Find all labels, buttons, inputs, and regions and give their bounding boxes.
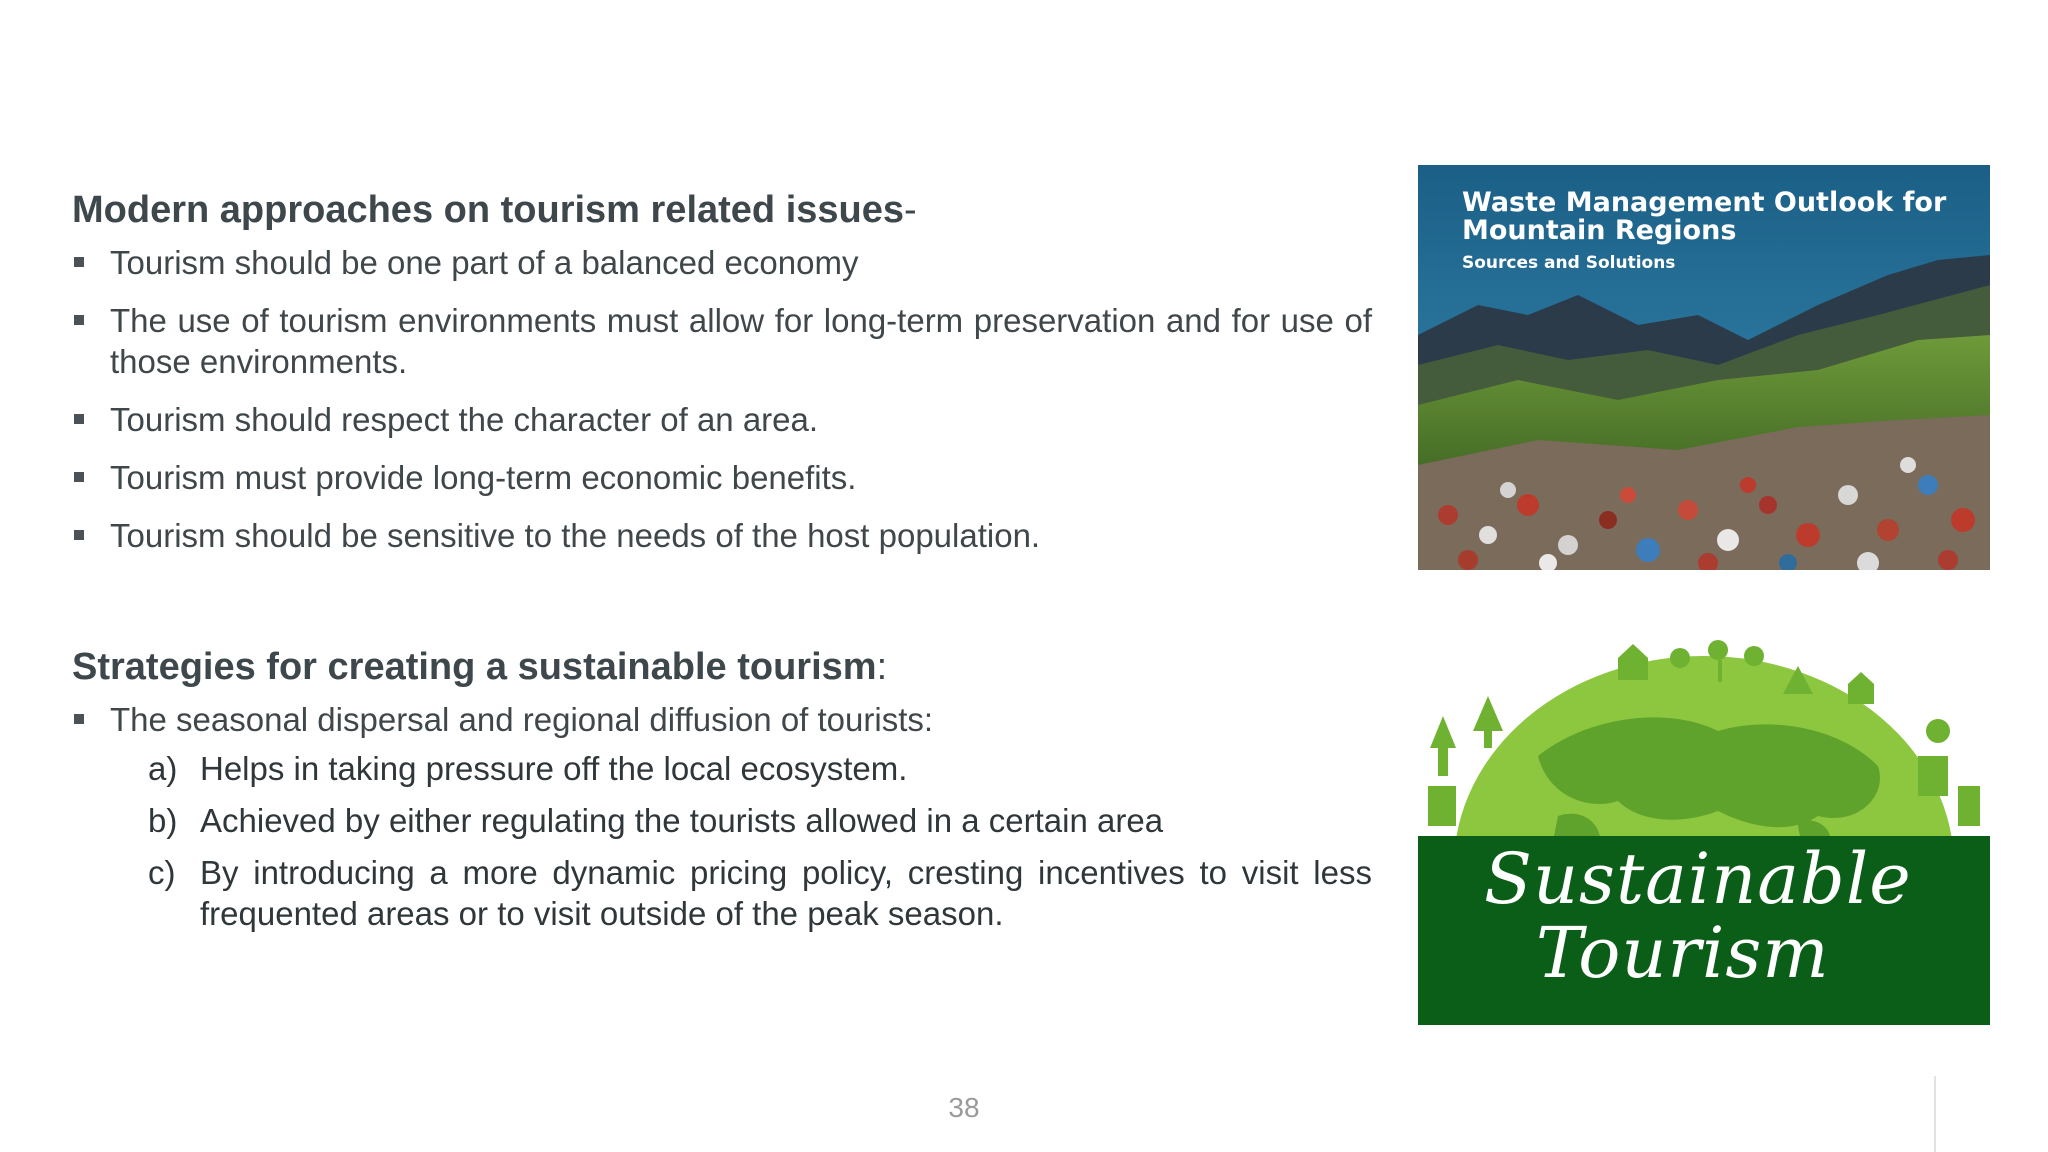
- section-modern-approaches: [72, 186, 1372, 573]
- bullet-marker-icon: [74, 714, 84, 724]
- sub-list-letter: b): [148, 802, 178, 839]
- sub-list-item: [148, 748, 1372, 789]
- cover-title: Waste Management Outlook for Mountain Regions: [1462, 187, 1947, 246]
- heading-text: Modern approaches on tourism related issues: [72, 189, 904, 231]
- list-item-text: Tourism must provide long-term economic benefits.: [110, 459, 857, 496]
- list-item: [72, 457, 1372, 498]
- bullet-marker-icon: [74, 414, 84, 424]
- heading-suffix: -: [904, 189, 917, 231]
- sub-list-item: [148, 852, 1372, 934]
- bullet-marker-icon: [74, 530, 84, 540]
- heading-suffix: :: [876, 646, 888, 688]
- section-strategies: [72, 643, 1372, 945]
- sub-list-letter: a): [148, 750, 178, 787]
- sub-list-item: [148, 800, 1372, 841]
- waste-management-cover-image: [1418, 165, 1990, 570]
- section-heading: [72, 643, 1372, 691]
- page-number: 38: [948, 1092, 980, 1123]
- corner-divider: [1934, 1076, 1936, 1152]
- sub-list-text: Achieved by either regulating the tourists allowed in a certain area: [200, 802, 1164, 839]
- bullet-list: [72, 242, 1372, 556]
- bullet-list: [72, 699, 1372, 740]
- list-item-text: The use of tourism environments must allow for long-term preservation and for use of those environments.: [110, 302, 1372, 380]
- tourism-word: Tourism: [1536, 912, 1830, 994]
- section-heading: [72, 186, 1372, 234]
- list-item: [72, 515, 1372, 556]
- list-item-text: Tourism should be sensitive to the needs of the host population.: [110, 517, 1041, 554]
- list-item-text: Tourism should respect the character of an area.: [110, 401, 819, 438]
- list-item: [72, 300, 1372, 382]
- bullet-marker-icon: [74, 472, 84, 482]
- sub-list-text: By introducing a more dynamic pricing policy, cresting incentives to visit less frequented areas or to visit outside of the peak season.: [200, 854, 1372, 932]
- bullet-marker-icon: [74, 315, 84, 325]
- list-item: [72, 699, 1372, 740]
- cover-subtitle: Sources and Solutions: [1462, 253, 1676, 273]
- sustainable-tourism-image: [1418, 636, 1990, 1025]
- list-item-text: The seasonal dispersal and regional diffusion of tourists:: [110, 701, 934, 738]
- sub-list-text: Helps in taking pressure off the local ecosystem.: [200, 750, 908, 787]
- bullet-marker-icon: [74, 257, 84, 267]
- list-item: [72, 399, 1372, 440]
- sustainable-word: Sustainable: [1484, 838, 1912, 920]
- sub-list-letter: c): [148, 854, 176, 891]
- list-item-text: Tourism should be one part of a balanced economy: [110, 244, 859, 281]
- heading-text: Strategies for creating a sustainable tourism: [72, 646, 877, 688]
- list-item: [72, 242, 1372, 283]
- sub-list: [72, 748, 1372, 934]
